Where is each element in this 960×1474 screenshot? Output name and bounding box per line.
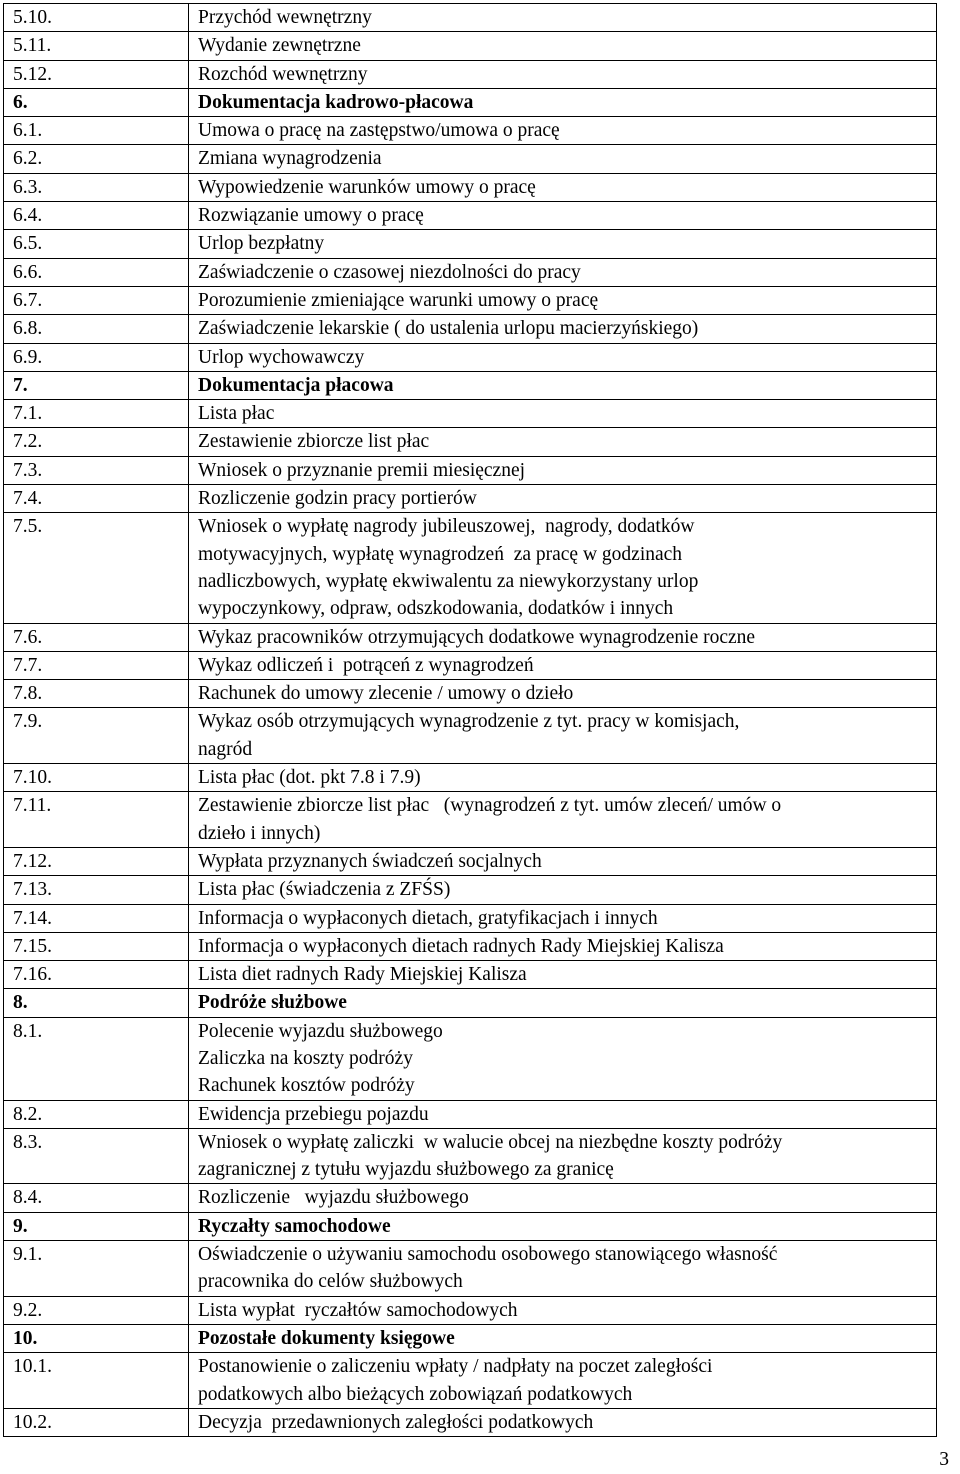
row-number: 7.14. <box>4 904 189 932</box>
table-row <box>4 904 937 932</box>
row-number: 7.3. <box>4 456 189 484</box>
row-number: 5.12. <box>4 60 189 88</box>
row-number: 6.6. <box>4 258 189 286</box>
page-number: 3 <box>939 1449 949 1470</box>
row-title: Ryczałty samochodowe <box>189 1212 937 1240</box>
row-number: 9.1. <box>4 1241 189 1297</box>
row-number: 7.1. <box>4 400 189 428</box>
row-title: Porozumienie zmieniające warunki umowy o pracę <box>189 286 937 314</box>
table-row <box>4 513 937 623</box>
table-row <box>4 32 937 60</box>
table-row <box>4 343 937 371</box>
row-number: 8.4. <box>4 1184 189 1212</box>
table-row <box>4 932 937 960</box>
section-header-row <box>4 1212 937 1240</box>
row-number: 7.10. <box>4 764 189 792</box>
row-title: Wykaz osób otrzymujących wynagrodzenie z tyt. pracy w komisjach, nagród <box>189 708 937 764</box>
row-number: 7.8. <box>4 680 189 708</box>
table-row <box>4 173 937 201</box>
row-number: 7. <box>4 371 189 399</box>
row-title: Rozchód wewnętrzny <box>189 60 937 88</box>
row-title: Rozwiązanie umowy o pracę <box>189 202 937 230</box>
table-row <box>4 1100 937 1128</box>
table-row <box>4 145 937 173</box>
table-row <box>4 876 937 904</box>
row-number: 10.2. <box>4 1408 189 1436</box>
table-row <box>4 1128 937 1184</box>
row-title: Wykaz pracowników otrzymujących dodatkowe wynagrodzenie roczne <box>189 623 937 651</box>
table-row <box>4 485 937 513</box>
table-row <box>4 315 937 343</box>
row-title: Informacja o wypłaconych dietach, gratyfikacjach i innych <box>189 904 937 932</box>
row-number: 7.5. <box>4 513 189 623</box>
row-title: Lista diet radnych Rady Miejskiej Kalisza <box>189 961 937 989</box>
row-title: Lista płac (świadczenia z ZFŚS) <box>189 876 937 904</box>
row-number: 7.7. <box>4 651 189 679</box>
row-title: Wniosek o wypłatę zaliczki w walucie obcej na niezbędne koszty podróży zagranicznej z tytułu wyjazdu służbowego za granicę <box>189 1128 937 1184</box>
table-row <box>4 117 937 145</box>
row-title: Dokumentacja kadrowo-płacowa <box>189 88 937 116</box>
table-row <box>4 792 937 848</box>
section-header-row <box>4 88 937 116</box>
row-number: 7.6. <box>4 623 189 651</box>
row-title: Rozliczenie godzin pracy portierów <box>189 485 937 513</box>
table-row <box>4 456 937 484</box>
row-title: Wypłata przyznanych świadczeń socjalnych <box>189 847 937 875</box>
document-table-body <box>4 4 937 1437</box>
row-number: 7.12. <box>4 847 189 875</box>
section-header-row <box>4 989 937 1017</box>
row-number: 6.3. <box>4 173 189 201</box>
row-number: 6.4. <box>4 202 189 230</box>
table-row <box>4 202 937 230</box>
row-title: Pozostałe dokumenty księgowe <box>189 1324 937 1352</box>
row-number: 9. <box>4 1212 189 1240</box>
row-title: Zaświadczenie lekarskie ( do ustalenia urlopu macierzyńskiego) <box>189 315 937 343</box>
row-title: Przychód wewnętrzny <box>189 4 937 32</box>
row-title: Zmiana wynagrodzenia <box>189 145 937 173</box>
table-row <box>4 60 937 88</box>
row-title: Wypowiedzenie warunków umowy o pracę <box>189 173 937 201</box>
row-title: Umowa o pracę na zastępstwo/umowa o pracę <box>189 117 937 145</box>
row-title: Lista płac (dot. pkt 7.8 i 7.9) <box>189 764 937 792</box>
table-row <box>4 847 937 875</box>
row-number: 10. <box>4 1324 189 1352</box>
row-number: 6. <box>4 88 189 116</box>
row-title: Lista wypłat ryczałtów samochodowych <box>189 1296 937 1324</box>
row-number: 7.2. <box>4 428 189 456</box>
row-number: 6.1. <box>4 117 189 145</box>
row-number: 7.13. <box>4 876 189 904</box>
row-title: Polecenie wyjazdu służbowego Zaliczka na koszty podróży Rachunek kosztów podróży <box>189 1017 937 1100</box>
row-title: Rozliczenie wyjazdu służbowego <box>189 1184 937 1212</box>
row-title: Lista płac <box>189 400 937 428</box>
row-number: 8.2. <box>4 1100 189 1128</box>
table-row <box>4 1353 937 1409</box>
table-row <box>4 1408 937 1436</box>
table-row <box>4 230 937 258</box>
table-row <box>4 961 937 989</box>
row-title: Rachunek do umowy zlecenie / umowy o dzieło <box>189 680 937 708</box>
row-number: 6.5. <box>4 230 189 258</box>
row-number: 5.11. <box>4 32 189 60</box>
row-title: Wniosek o przyznanie premii miesięcznej <box>189 456 937 484</box>
row-number: 6.7. <box>4 286 189 314</box>
row-number: 8.3. <box>4 1128 189 1184</box>
row-title: Wniosek o wypłatę nagrody jubileuszowej, nagrody, dodatków motywacyjnych, wypłatę wynagrodzeń za pracę w godzinach nadliczbowych, wypłatę ekwiwalentu za niewykorzystany urlop wypoczynkowy, odpraw, odszkodowania, dodatków i innych <box>189 513 937 623</box>
table-row <box>4 4 937 32</box>
table-row <box>4 651 937 679</box>
row-number: 6.2. <box>4 145 189 173</box>
row-number: 6.8. <box>4 315 189 343</box>
row-number: 7.9. <box>4 708 189 764</box>
row-title: Wydanie zewnętrzne <box>189 32 937 60</box>
table-row <box>4 708 937 764</box>
row-number: 5.10. <box>4 4 189 32</box>
row-title: Wykaz odliczeń i potrąceń z wynagrodzeń <box>189 651 937 679</box>
row-number: 10.1. <box>4 1353 189 1409</box>
row-title: Urlop bezpłatny <box>189 230 937 258</box>
table-row <box>4 680 937 708</box>
section-header-row <box>4 1324 937 1352</box>
table-row <box>4 428 937 456</box>
section-header-row <box>4 371 937 399</box>
row-title: Decyzja przedawnionych zaległości podatkowych <box>189 1408 937 1436</box>
row-title: Informacja o wypłaconych dietach radnych Rady Miejskiej Kalisza <box>189 932 937 960</box>
row-number: 7.16. <box>4 961 189 989</box>
row-number: 8.1. <box>4 1017 189 1100</box>
table-row <box>4 258 937 286</box>
table-row <box>4 400 937 428</box>
table-row <box>4 1296 937 1324</box>
row-number: 7.11. <box>4 792 189 848</box>
table-row <box>4 764 937 792</box>
row-title: Zestawienie zbiorcze list płac (wynagrodzeń z tyt. umów zleceń/ umów o dzieło i innych) <box>189 792 937 848</box>
row-title: Zestawienie zbiorcze list płac <box>189 428 937 456</box>
row-number: 9.2. <box>4 1296 189 1324</box>
table-row <box>4 1017 937 1100</box>
table-row <box>4 286 937 314</box>
table-row <box>4 1241 937 1297</box>
row-title: Zaświadczenie o czasowej niezdolności do pracy <box>189 258 937 286</box>
document-table <box>3 3 937 1437</box>
table-row <box>4 1184 937 1212</box>
row-number: 7.15. <box>4 932 189 960</box>
row-title: Podróże służbowe <box>189 989 937 1017</box>
row-title: Dokumentacja płacowa <box>189 371 937 399</box>
row-number: 6.9. <box>4 343 189 371</box>
table-row <box>4 623 937 651</box>
row-title: Oświadczenie o używaniu samochodu osobowego stanowiącego własność pracownika do celów służbowych <box>189 1241 937 1297</box>
row-title: Postanowienie o zaliczeniu wpłaty / nadpłaty na poczet zaległości podatkowych albo bieżących zobowiązań podatkowych <box>189 1353 937 1409</box>
row-number: 7.4. <box>4 485 189 513</box>
row-title: Ewidencja przebiegu pojazdu <box>189 1100 937 1128</box>
row-number: 8. <box>4 989 189 1017</box>
row-title: Urlop wychowawczy <box>189 343 937 371</box>
